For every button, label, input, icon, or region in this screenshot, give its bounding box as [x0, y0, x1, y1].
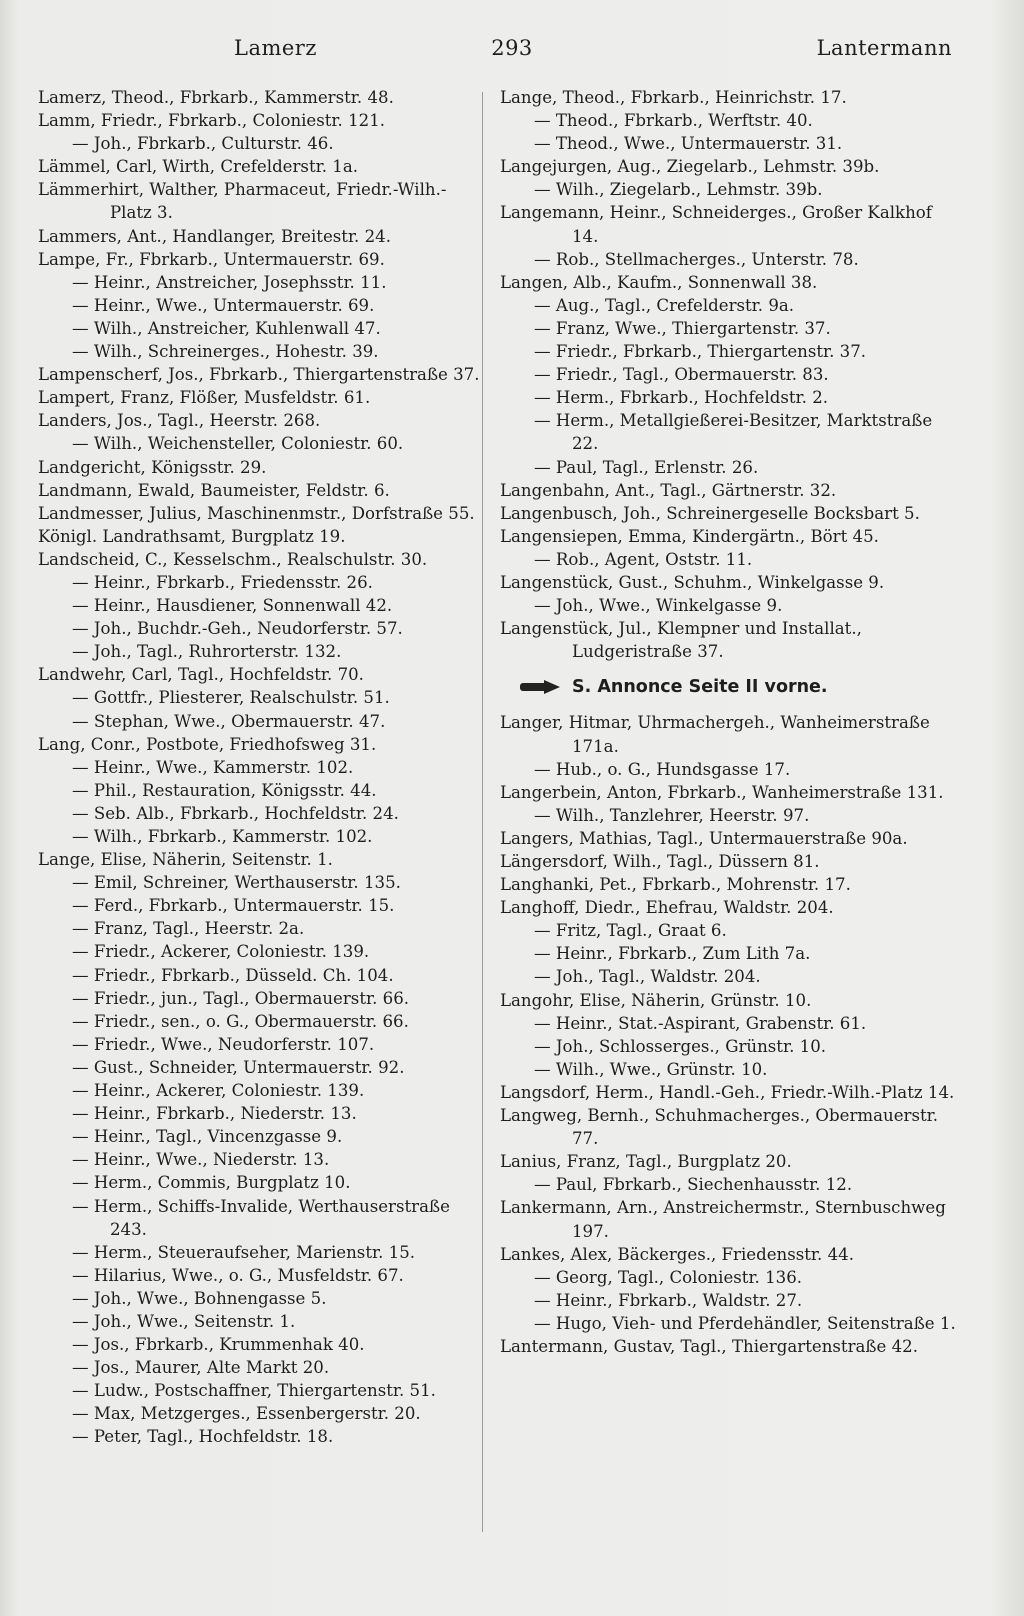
directory-entry: — Heinr., Wwe., Kammerstr. 102. [72, 757, 354, 777]
directory-entry: Langhanki, Pet., Fbrkarb., Mohrenstr. 17. [500, 875, 851, 895]
directory-entry: — Gust., Schneider, Untermauerstr. 92. [72, 1057, 405, 1077]
directory-entry: — Paul, Fbrkarb., Siechenhausstr. 12. [534, 1175, 853, 1195]
directory-entry: Lantermann, Gustav, Tagl., Thiergartenstraße 42. [500, 1336, 918, 1356]
directory-entry: Lammers, Ant., Handlanger, Breitestr. 24. [38, 226, 391, 246]
left-column [38, 86, 484, 1449]
directory-entry: — Joh., Tagl., Waldstr. 204. [534, 967, 761, 987]
directory-entry: — Seb. Alb., Fbrkarb., Hochfeldstr. 24. [72, 803, 399, 823]
directory-entry: — Heinr., Fbrkarb., Waldstr. 27. [534, 1290, 803, 1310]
directory-entry: — Jos., Fbrkarb., Krummenhak 40. [72, 1335, 365, 1355]
right-column-bottom [500, 711, 962, 1358]
directory-entry: Langohr, Elise, Näherin, Grünstr. 10. [500, 990, 812, 1010]
directory-entry: — Georg, Tagl., Coloniestr. 136. [534, 1267, 803, 1287]
directory-entry: — Wilh., Wwe., Grünstr. 10. [534, 1059, 768, 1079]
directory-entry: — Stephan, Wwe., Obermauerstr. 47. [72, 711, 386, 731]
directory-entry: — Phil., Restauration, Königsstr. 44. [72, 780, 377, 800]
directory-entry: — Joh., Wwe., Winkelgasse 9. [534, 596, 783, 616]
directory-entry: Lamerz, Theod., Fbrkarb., Kammerstr. 48. [38, 88, 394, 107]
directory-entry: — Joh., Fbrkarb., Culturstr. 46. [72, 134, 334, 154]
directory-entry: — Wilh., Fbrkarb., Kammerstr. 102. [72, 827, 373, 846]
directory-entry: — Heinr., Wwe., Untermauerstr. 69. [72, 295, 375, 315]
directory-entry: Landmesser, Julius, Maschinenmstr., Dorfstraße 55. [38, 503, 475, 523]
directory-entry: — Rob., Stellmacherges., Unterstr. 78. [534, 249, 859, 269]
directory-entry: — Wilh., Schreinerges., Hohestr. 39. [72, 342, 379, 362]
directory-entry: — Heinr., Ackerer, Coloniestr. 139. [72, 1081, 365, 1101]
directory-entry: Lämmel, Carl, Wirth, Crefelderstr. 1a. [38, 157, 359, 177]
directory-entry: — Peter, Tagl., Hochfeldstr. 18. [72, 1427, 334, 1447]
directory-entry: Langenbusch, Joh., Schreinergeselle Bocksbart 5. [500, 503, 920, 523]
directory-entry: Lampe, Fr., Fbrkarb., Untermauerstr. 69. [38, 249, 385, 269]
directory-entry: Landwehr, Carl, Tagl., Hochfeldstr. 70. [38, 665, 364, 685]
directory-entry: — Joh., Tagl., Ruhrorterstr. 132. [72, 642, 342, 662]
directory-entry: Königl. Landrathsamt, Burgplatz 19. [38, 526, 346, 546]
directory-entry: — Heinr., Hausdiener, Sonnenwall 42. [72, 596, 393, 616]
directory-entry: Langerbein, Anton, Fbrkarb., Wanheimerstraße 131. [500, 782, 944, 802]
directory-entry: — Friedr., jun., Tagl., Obermauerstr. 66. [72, 988, 410, 1008]
directory-entry: — Herm., Steueraufseher, Marienstr. 15. [72, 1242, 416, 1262]
directory-entry: — Franz, Wwe., Thiergartenstr. 37. [534, 318, 831, 338]
directory-entry: — Herm., Fbrkarb., Hochfeldstr. 2. [534, 388, 829, 408]
directory-entry: — Theod., Fbrkarb., Werftstr. 40. [534, 111, 813, 131]
advertisement-notice [500, 663, 962, 711]
right-column-top [500, 86, 962, 663]
directory-entry: — Ferd., Fbrkarb., Untermauerstr. 15. [72, 896, 395, 916]
directory-entry: — Max, Metzgerges., Essenbergerstr. 20. [72, 1404, 421, 1424]
directory-entry: — Friedr., Wwe., Neudorferstr. 107. [72, 1034, 375, 1054]
directory-entry: Langensiepen, Emma, Kindergärtn., Bört 45. [500, 526, 879, 546]
directory-entry: — Aug., Tagl., Crefelderstr. 9a. [534, 295, 795, 315]
pointing-hand-icon [520, 680, 562, 694]
directory-entry: — Franz, Tagl., Heerstr. 2a. [72, 919, 305, 939]
directory-entry: Lang, Conr., Postbote, Friedhofsweg 31. [38, 734, 377, 754]
header-first-name: Lamerz [234, 36, 317, 60]
directory-entry: — Ludw., Postschaffner, Thiergartenstr. 51. [72, 1381, 436, 1401]
directory-entry: — Theod., Wwe., Untermauerstr. 31. [534, 134, 843, 154]
directory-entry: Lankes, Alex, Bäckerges., Friedensstr. 44. [500, 1244, 854, 1264]
directory-entry: — Herm., Metallgießerei-Besitzer, Marktstraße 22. [534, 411, 933, 454]
directory-entry: — Friedr., sen., o. G., Obermauerstr. 66. [72, 1011, 409, 1031]
directory-entry: Landgericht, Königsstr. 29. [38, 457, 267, 477]
directory-entry: — Heinr., Fbrkarb., Friedensstr. 26. [72, 572, 373, 592]
directory-entry: Langenstück, Gust., Schuhm., Winkelgasse 9. [500, 572, 885, 592]
directory-entry: — Paul, Tagl., Erlenstr. 26. [534, 457, 759, 477]
directory-entry: — Emil, Schreiner, Werthauserstr. 135. [72, 873, 401, 893]
directory-entry: — Heinr., Tagl., Vincenzgasse 9. [72, 1127, 343, 1147]
directory-entry: Lampenscherf, Jos., Fbrkarb., Thiergartenstraße 37. [38, 365, 480, 385]
directory-entry: — Wilh., Ziegelarb., Lehmstr. 39b. [534, 180, 823, 200]
directory-entry: — Friedr., Tagl., Obermauerstr. 83. [534, 365, 829, 385]
directory-entry: — Wilh., Tanzlehrer, Heerstr. 97. [534, 805, 810, 825]
directory-entry: — Hub., o. G., Hundsgasse 17. [534, 759, 791, 779]
directory-entry: — Heinr., Stat.-Aspirant, Grabenstr. 61. [534, 1013, 867, 1033]
directory-entry: Lange, Theod., Fbrkarb., Heinrichstr. 17. [500, 88, 847, 107]
directory-entry: Langer, Hitmar, Uhrmachergeh., Wanheimerstraße 171a. [500, 713, 930, 756]
header-last-name: Lantermann [816, 36, 952, 60]
directory-entry: — Herm., Commis, Burgplatz 10. [72, 1173, 351, 1193]
directory-entry: Lankermann, Arn., Anstreichermstr., Sternbuschweg 197. [500, 1198, 946, 1241]
directory-entry: Lampert, Franz, Flößer, Musfeldstr. 61. [38, 388, 371, 408]
directory-entry: — Wilh., Anstreicher, Kuhlenwall 47. [72, 318, 381, 338]
directory-entry: — Heinr., Fbrkarb., Niederstr. 13. [72, 1104, 357, 1124]
directory-entry: — Friedr., Fbrkarb., Thiergartenstr. 37. [534, 342, 867, 362]
directory-entry: Langweg, Bernh., Schuhmacherges., Obermauerstr. 77. [500, 1106, 939, 1149]
page-number: 293 [491, 36, 533, 60]
directory-entry: Langejurgen, Aug., Ziegelarb., Lehmstr. 39b. [500, 157, 880, 177]
directory-entry: Langsdorf, Herm., Handl.-Geh., Friedr.-Wilh.-Platz 14. [500, 1082, 955, 1102]
column-divider [482, 92, 483, 1532]
directory-entry: Landscheid, C., Kesselschm., Realschulstr. 30. [38, 549, 428, 569]
notice-text: S. Annonce Seite II vorne. [572, 677, 828, 698]
directory-entry: Landmann, Ewald, Baumeister, Feldstr. 6. [38, 480, 390, 500]
directory-entry: Lange, Elise, Näherin, Seitenstr. 1. [38, 850, 333, 870]
directory-entry: Lanius, Franz, Tagl., Burgplatz 20. [500, 1152, 792, 1172]
directory-entry: — Fritz, Tagl., Graat 6. [534, 921, 727, 941]
directory-entry: — Gottfr., Pliesterer, Realschulstr. 51. [72, 688, 390, 708]
directory-entry: — Heinr., Fbrkarb., Zum Lith 7a. [534, 944, 811, 964]
directory-entry: — Wilh., Weichensteller, Coloniestr. 60. [72, 434, 404, 454]
directory-entry: — Joh., Schlosserges., Grünstr. 10. [534, 1036, 827, 1056]
directory-entry: Langers, Mathias, Tagl., Untermauerstraße 90a. [500, 828, 908, 848]
directory-entry: — Friedr., Ackerer, Coloniestr. 139. [72, 942, 370, 962]
directory-entry: — Heinr., Wwe., Niederstr. 13. [72, 1150, 330, 1170]
directory-entry: Langemann, Heinr., Schneiderges., Großer Kalkhof 14. [500, 203, 932, 246]
directory-entry: Langenstück, Jul., Klempner und Installat., Ludgeristraße 37. [500, 619, 862, 662]
directory-entry: — Joh., Wwe., Seitenstr. 1. [72, 1311, 296, 1331]
directory-entry: Langenbahn, Ant., Tagl., Gärtnerstr. 32. [500, 480, 837, 500]
directory-entry: — Jos., Maurer, Alte Markt 20. [72, 1358, 330, 1378]
directory-entry: Lämmerhirt, Walther, Pharmaceut, Friedr.-Wilh.-Platz 3. [38, 180, 447, 223]
directory-entry: Langhoff, Diedr., Ehefrau, Waldstr. 204. [500, 898, 834, 918]
directory-entry: — Heinr., Anstreicher, Josephsstr. 11. [72, 272, 387, 292]
directory-entry: — Joh., Wwe., Bohnengasse 5. [72, 1288, 327, 1308]
directory-entry: Längersdorf, Wilh., Tagl., Düssern 81. [500, 852, 820, 871]
directory-entry: — Hilarius, Wwe., o. G., Musfeldstr. 67. [72, 1265, 404, 1285]
directory-entry: Langen, Alb., Kaufm., Sonnenwall 38. [500, 272, 818, 292]
directory-entry: — Hugo, Vieh- und Pferdehändler, Seitenstraße 1. [534, 1313, 956, 1333]
right-column [500, 86, 962, 1358]
directory-entry: — Herm., Schiffs-Invalide, Werthauserstraße 243. [72, 1196, 450, 1239]
directory-entry: — Joh., Buchdr.-Geh., Neudorferstr. 57. [72, 619, 403, 639]
directory-entry: — Rob., Agent, Oststr. 11. [534, 549, 753, 569]
directory-entry: Lamm, Friedr., Fbrkarb., Coloniestr. 121. [38, 111, 386, 131]
directory-entry: — Friedr., Fbrkarb., Düsseld. Ch. 104. [72, 965, 394, 985]
page-header [36, 36, 988, 70]
directory-entry: Landers, Jos., Tagl., Heerstr. 268. [38, 411, 321, 431]
